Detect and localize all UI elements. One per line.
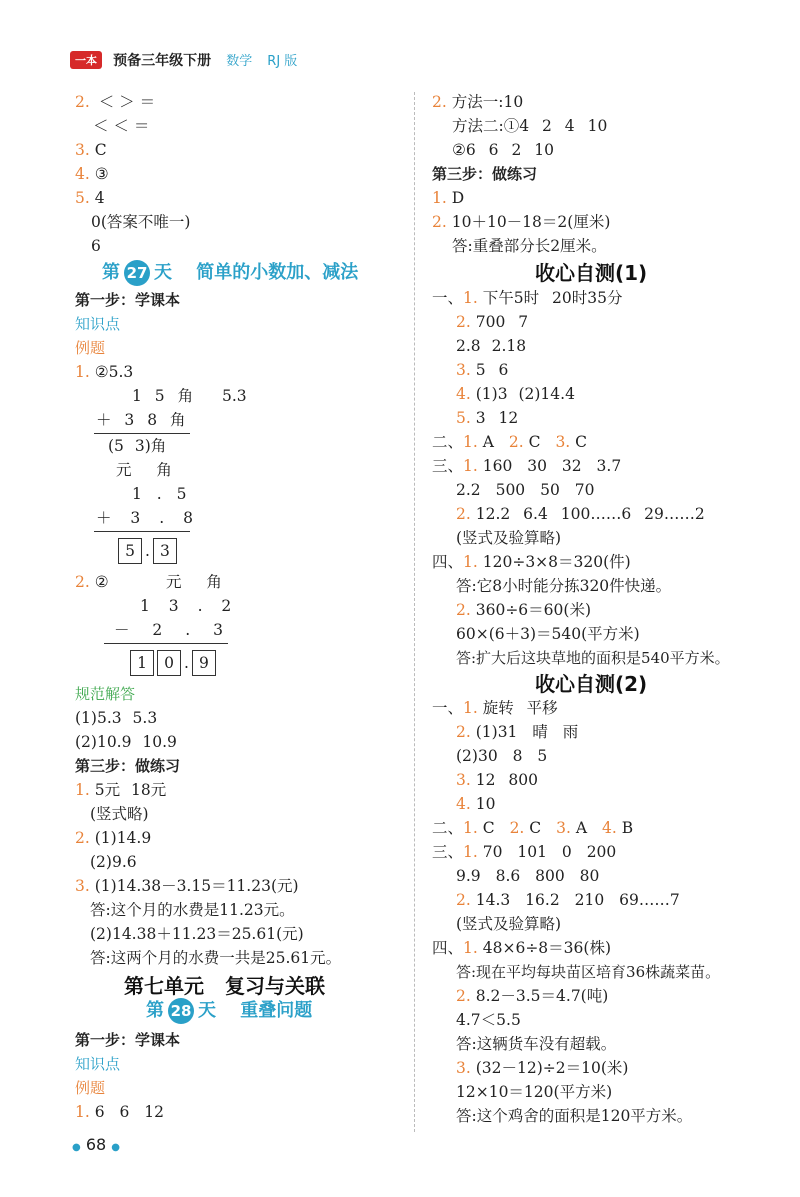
subject-label: 数学 (226, 54, 253, 69)
item-number: 2. (456, 601, 471, 619)
item-number: 1. (463, 553, 478, 571)
item-number: 1. (463, 457, 478, 475)
vertical-calc-result: (5 3)角 (108, 437, 167, 455)
lesson-title: 重叠问题 (240, 1000, 313, 1021)
answer-line (75, 572, 109, 592)
day-suffix: 天 (154, 262, 172, 283)
boxed-result (118, 538, 180, 564)
answer-text: ③ (94, 165, 109, 183)
dot-icon: ● (111, 1142, 121, 1153)
item-number: 1. (432, 189, 447, 207)
book-title: 预备三年级下册 (113, 52, 212, 69)
section-number: 四、 (432, 553, 464, 571)
answer-text: 360÷6＝60(米) (475, 601, 591, 619)
column-divider (414, 92, 415, 1132)
answer-line (456, 384, 575, 404)
answer-text: 答:这两个月的水费一共是25.61元。 (90, 949, 342, 967)
item-number: 2. (432, 93, 447, 111)
day-number-badge: 27 (124, 260, 150, 286)
answer-text: 答:扩大后这块草地的面积是540平方米。 (456, 649, 730, 667)
answer-box: 1 (130, 650, 154, 676)
day-suffix: 天 (198, 1000, 216, 1021)
answer-line (456, 600, 591, 620)
answer-text: ＜ ＜ ＝ (93, 117, 150, 135)
section-number: 一、 (432, 289, 464, 307)
item-number: 4. (75, 165, 90, 183)
answer-text: 48×6÷8＝36(株) (482, 939, 611, 957)
answer-line (432, 288, 623, 308)
answer-text: 8.2－3.5＝4.7(吨) (475, 987, 609, 1005)
answer-text: 答:这个月的水费是11.23元。 (90, 901, 295, 919)
brand-logo: 一本 (70, 51, 102, 69)
answer-line (456, 1058, 628, 1078)
answer-text: 方法二:①4 2 4 10 (452, 117, 608, 135)
answer-text: 6 (91, 237, 101, 255)
answer-text: (1)14.9 (94, 829, 152, 847)
answer-text: 12×10＝120(平方米) (456, 1083, 613, 1101)
answer-line (75, 92, 155, 112)
item-number: 3. (456, 771, 471, 789)
item-number: 2. (456, 891, 471, 909)
item-number: 2. (456, 313, 471, 331)
boxed-result (130, 650, 219, 676)
vertical-calc-row: 1 5 角 (132, 387, 194, 405)
day-prefix: 第 (146, 1000, 164, 1021)
section-label-standard: 规范解答 (75, 685, 136, 703)
item-number: 3. (456, 361, 471, 379)
section-number: 三、 (432, 843, 464, 861)
answer-text: 60×(6＋3)＝540(平方米) (456, 625, 640, 643)
answer-line (75, 164, 109, 184)
answer-line (432, 842, 616, 862)
answer-text: 14.3 16.2 210 69……7 (475, 891, 680, 909)
answer-text: 10＋10－18＝2(厘米) (451, 213, 611, 231)
step-heading: 第三步：做练习 (75, 757, 181, 775)
answer-line (432, 938, 611, 958)
answer-text: 12.2 6.4 100……6 29……2 (475, 505, 705, 523)
vertical-calc-row: 1 . 5 (132, 485, 187, 503)
answer-line (75, 828, 151, 848)
item-number: 1. (75, 363, 90, 381)
answer-text: 0(答案不唯一) (91, 213, 191, 231)
lesson-title: 简单的小数加、减法 (196, 262, 359, 283)
test-title: 收心自测(1) (535, 261, 648, 285)
answer-text: 10 (475, 795, 496, 813)
answer-text: (竖式略) (90, 805, 149, 823)
test-title: 收心自测(2) (535, 672, 648, 696)
section-number: 二、 (432, 433, 464, 451)
answer-text: C (529, 819, 542, 837)
answer-text: 700 7 (475, 313, 529, 331)
item-number: 4. (456, 795, 471, 813)
item-number: 1. (463, 939, 478, 957)
step-heading: 第一步：学课本 (75, 1031, 181, 1049)
answer-line (432, 456, 621, 476)
answer-text: 答:这辆货车没有超载。 (456, 1035, 617, 1053)
item-number: 1. (463, 289, 478, 307)
section-label-knowledge: 知识点 (75, 315, 121, 333)
answer-line (75, 140, 107, 160)
item-number: 3. (555, 433, 571, 451)
item-number: 3. (75, 877, 90, 895)
unit-title: 第七单元 复习与关联 (124, 974, 325, 998)
answer-text: 120÷3×8＝320(件) (482, 553, 631, 571)
section-number: 四、 (432, 939, 464, 957)
item-number: 1. (75, 1103, 90, 1121)
answer-text: (2)14.38＋11.23＝25.61(元) (90, 925, 304, 943)
answer-line (432, 212, 610, 232)
answer-box: 5 (118, 538, 142, 564)
answer-text: ②5.3 (94, 363, 134, 381)
answer-line (456, 794, 495, 814)
answer-box: 0 (157, 650, 181, 676)
answer-text: ②6 6 2 10 (452, 141, 554, 159)
answer-text: C (528, 433, 541, 451)
answer-text: (2)10.9 10.9 (75, 733, 177, 751)
answer-text: (1)31 晴 雨 (475, 723, 579, 741)
answer-text: (竖式及验算略) (456, 529, 562, 547)
step-heading: 第一步：学课本 (75, 291, 181, 309)
decimal-point: . (184, 654, 189, 672)
answer-line (432, 188, 464, 208)
answer-line (456, 770, 538, 790)
day-title (146, 996, 312, 1024)
answer-line (432, 432, 587, 452)
answer-text: 2.8 2.18 (456, 337, 527, 355)
answer-text: 旋转 平移 (482, 699, 558, 717)
answer-text: (1)5.3 5.3 (75, 709, 158, 727)
item-number: 2. (75, 829, 90, 847)
section-number: 二、 (432, 819, 464, 837)
item-number: 2. (75, 93, 90, 111)
item-number: 5. (456, 409, 471, 427)
answer-text: 160 30 32 3.7 (482, 457, 622, 475)
vertical-calc-side: 5.3 (222, 387, 247, 405)
page-header (70, 49, 297, 69)
section-label-example: 例题 (75, 1079, 106, 1097)
answer-text: 5 6 (475, 361, 509, 379)
page-number-area (72, 1135, 120, 1154)
answer-text: C (94, 141, 107, 159)
section-label-knowledge: 知识点 (75, 1055, 121, 1073)
answer-text: 6 6 12 (94, 1103, 165, 1121)
answer-line (75, 1102, 164, 1122)
answer-text: 4.7＜5.5 (456, 1011, 521, 1029)
answer-text: 9.9 8.6 800 80 (456, 867, 600, 885)
section-number: 一、 (432, 699, 464, 717)
answer-text: (1)14.38－3.15＝11.23(元) (94, 877, 299, 895)
item-number: 2. (456, 723, 471, 741)
answer-text: A (575, 819, 588, 837)
item-number: 2. (456, 987, 471, 1005)
vertical-calc-row: ＋ 3 8 角 (96, 411, 186, 429)
page-number: 68 (85, 1135, 107, 1154)
answer-line (456, 504, 705, 524)
item-number: 4. (456, 385, 471, 403)
item-number: 2. (432, 213, 447, 231)
day-title (102, 258, 358, 286)
answer-box: 3 (153, 538, 177, 564)
answer-text: 答:现在平均每块苗区培育36株蔬菜苗。 (456, 963, 721, 981)
answer-text: 答:重叠部分长2厘米。 (452, 237, 607, 255)
answer-text: B (621, 819, 634, 837)
item-number: 2. (456, 505, 471, 523)
calc-rule (94, 531, 190, 532)
answer-text: 答:它8小时能分拣320件快递。 (456, 577, 672, 595)
item-number: 2. (508, 433, 524, 451)
answer-line (456, 890, 680, 910)
step-heading: 第三步：做练习 (432, 165, 538, 183)
item-number: 1. (463, 819, 478, 837)
answer-text: (2)9.6 (90, 853, 137, 871)
answer-text: A (482, 433, 494, 451)
item-number: 3. (556, 819, 571, 837)
answer-line (432, 92, 523, 112)
answer-text: (32－12)÷2＝10(米) (475, 1059, 629, 1077)
answer-text: ② (94, 573, 109, 591)
item-number: 3. (75, 141, 90, 159)
answer-line (75, 188, 105, 208)
item-number: 1. (463, 433, 478, 451)
vertical-calc-row: ＋ 3 . 8 (96, 509, 193, 527)
item-number: 1. (463, 699, 478, 717)
calc-unit-header: 元 角 (116, 461, 172, 479)
section-label-example: 例题 (75, 339, 106, 357)
item-number: 5. (75, 189, 90, 207)
answer-text: 方法一:10 (451, 93, 524, 111)
day-number-badge: 28 (168, 998, 194, 1024)
decimal-point: . (145, 542, 150, 560)
vertical-calc-row: － 2 . 3 (114, 621, 223, 639)
edition-label: RJ 版 (267, 54, 298, 69)
answer-text: 2.2 500 50 70 (456, 481, 595, 499)
calc-unit-header: 元 角 (166, 573, 222, 591)
answer-text: (1)3 (2)14.4 (475, 385, 575, 403)
dot-icon: ● (72, 1142, 81, 1153)
day-prefix: 第 (102, 262, 120, 283)
answer-line (432, 552, 631, 572)
answer-text: 70 101 0 200 (482, 843, 617, 861)
answer-line (75, 876, 299, 896)
answer-text: 答:这个鸡舍的面积是120平方米。 (456, 1107, 693, 1125)
answer-text: 下午5时 20时35分 (482, 289, 623, 307)
answer-text: C (482, 819, 495, 837)
answer-box: 9 (192, 650, 216, 676)
answer-line (456, 986, 608, 1006)
calc-rule (94, 433, 190, 434)
answer-text: (竖式及验算略) (456, 915, 562, 933)
answer-line (75, 362, 133, 382)
answer-line (456, 312, 528, 332)
item-number: 1. (75, 781, 90, 799)
vertical-calc-row: 1 3 . 2 (140, 597, 232, 615)
item-number: 3. (456, 1059, 471, 1077)
calc-rule (104, 643, 228, 644)
answer-line (432, 818, 633, 838)
answer-line (432, 698, 558, 718)
answer-line (456, 722, 578, 742)
answer-text: D (451, 189, 465, 207)
answer-text: C (575, 433, 588, 451)
answer-text: 12 800 (475, 771, 538, 789)
answer-line (456, 360, 508, 380)
answer-text: 4 (94, 189, 105, 207)
answer-text: ＜ ＞ ＝ (98, 93, 156, 111)
answer-line (75, 780, 166, 800)
item-number: 2. (75, 573, 90, 591)
item-number: 4. (601, 819, 617, 837)
answer-line (456, 408, 518, 428)
answer-text: 5元 18元 (94, 781, 167, 799)
item-number: 1. (463, 843, 478, 861)
answer-text: 3 12 (475, 409, 519, 427)
section-number: 三、 (432, 457, 464, 475)
answer-text: (2)30 8 5 (456, 747, 548, 765)
item-number: 2. (509, 819, 525, 837)
